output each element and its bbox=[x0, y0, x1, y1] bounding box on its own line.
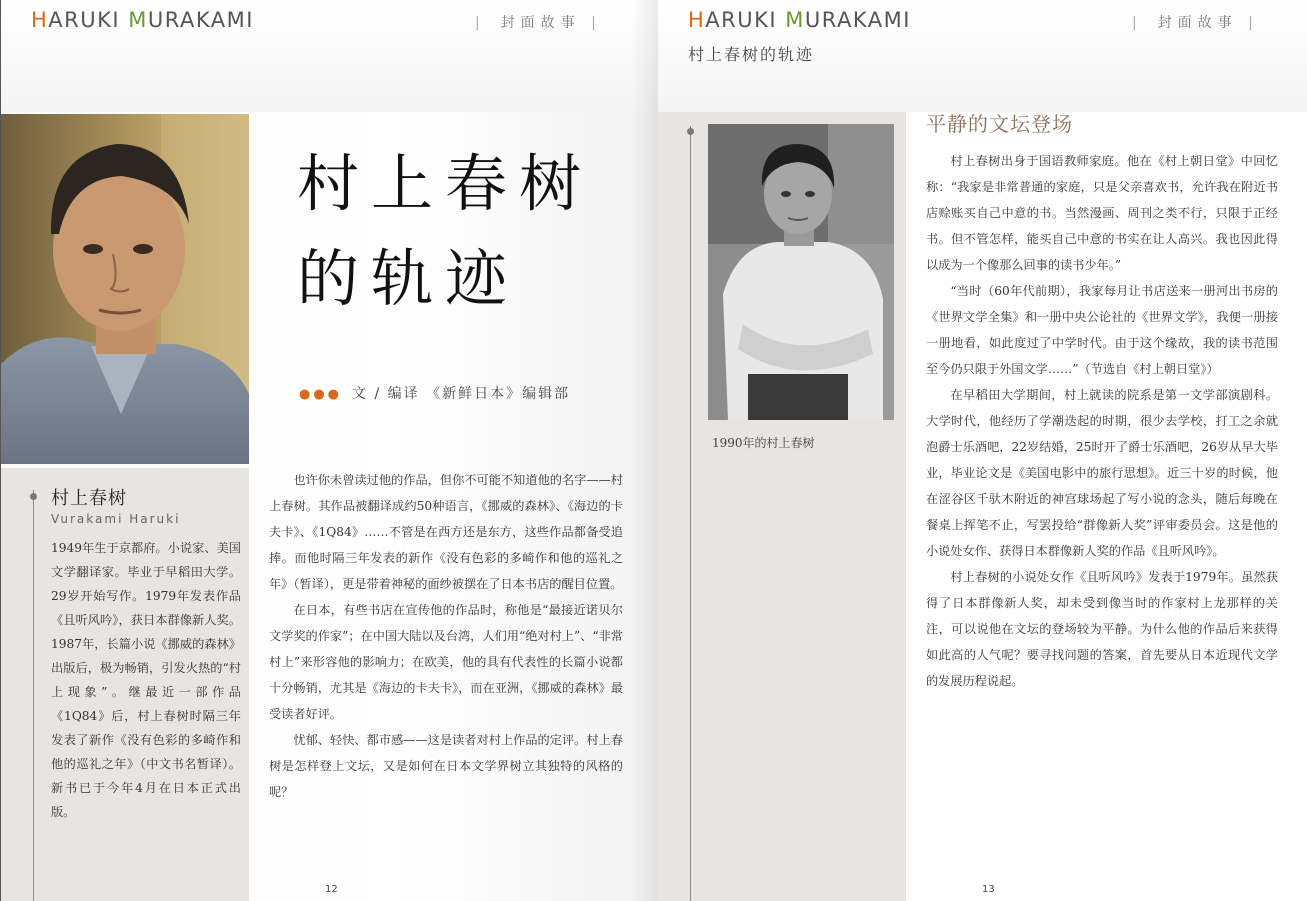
article-title: 村上春树 的轨迹 bbox=[297, 147, 594, 315]
brand-logo: HARUKI MURAKAMI bbox=[31, 8, 254, 32]
portrait-photo bbox=[1, 114, 249, 464]
paragraph: 在日本，有些书店在宣传他的作品时，称他是“最接近诺贝尔文学奖的作家”；在中国大陆以及台湾，人们用“绝对村上”、“非常村上”来形容他的影响力；在欧美，他的具有代表性的长篇小说都十分畅销，尤其是《海边的卡夫卡》，而在亚洲，《挪威的森林》最受读者好评。 bbox=[269, 603, 623, 721]
bio-english-name: Vurakami Haruki bbox=[51, 512, 181, 526]
section-heading: 平静的文坛登场 bbox=[926, 112, 1073, 136]
page-number: 12 bbox=[325, 884, 338, 895]
credit-dots-icon: ●●● bbox=[299, 387, 343, 402]
photo-caption: 1990年的村上春树 bbox=[712, 436, 815, 450]
bio-name: 村上春树 bbox=[51, 488, 127, 509]
timeline-dot bbox=[30, 493, 37, 500]
spine-shadow bbox=[631, 0, 658, 901]
paragraph: 村上春树的小说处女作《且听风吟》发表于1979年。虽然获得了日本群像新人奖，却未受到像当时的作家村上龙那样的关注，可以说他在文坛的登场较为平静。为什么他的作品后来获得如此高的人气呢？要寻找问题的答案，首先要从日本近现代文学的发展历程说起。 bbox=[926, 570, 1278, 688]
article-body bbox=[926, 148, 1278, 694]
timeline-dot bbox=[687, 128, 694, 135]
running-subtitle: 村上春树的轨迹 bbox=[688, 45, 815, 64]
bw-photo bbox=[708, 124, 894, 420]
paragraph: 也许你未曾读过他的作品，但你不可能不知道他的名字——村上春树。其作品被翻译成约50种语言，《挪威的森林》、《海边的卡夫卡》、《1Q84》……不管是在西方还是东方，这些作品都备受追捧。而他时隔三年发表的新作《没有色彩的多崎作和他的巡礼之年》（暂译），更是带着神秘的面纱被摆在了日本书店的醒目位置。 bbox=[269, 473, 623, 591]
section-tag: | 封面故事 | bbox=[1132, 15, 1253, 31]
timeline-line bbox=[690, 126, 691, 901]
page-number: 13 bbox=[982, 884, 995, 895]
brand-logo: HARUKI MURAKAMI bbox=[688, 8, 911, 32]
paragraph: 村上春树出身于国语教师家庭。他在《村上朝日堂》中回忆称：“我家是非常普通的家庭，只是父亲喜欢书，允许我在附近书店赊账买自己中意的书。当然漫画、周刊之类不行，只限于正经书。但不管怎样，能买自己中意的书实在让人高兴。我也因此得以成为一个像那么回事的读书少年。” bbox=[926, 154, 1278, 272]
timeline-line bbox=[33, 490, 34, 901]
bio-text: 1949年生于京都府。小说家、美国文学翻译家。毕业于早稻田大学。29岁开始写作。1979年发表作品《且听风吟》，获日本群像新人奖。1987年，长篇小说《挪威的森林》出版后，极为畅销，引发火热的“村上现象”。继最近一部作品《1Q84》后，村上春树时隔三年发表了新作《没有色彩的多崎作和他的巡礼之年》（中文书名暂译）。新书已于今年4月在日本正式出版。 bbox=[51, 541, 241, 819]
section-tag: | 封面故事 | bbox=[475, 15, 596, 31]
author-credit: ●●● 文 / 编译 《新鲜日本》编辑部 bbox=[299, 386, 571, 402]
right-page bbox=[658, 0, 1307, 901]
paragraph: “当时（60年代前期），我家每月让书店送来一册河出书房的《世界文学全集》和一册中央公论社的《世界文学》，我便一册接一册地看，如此度过了中学时代。由于这个缘故，我的读书范围至今仍只限于外国文学……”（节选自《村上朝日堂》） bbox=[926, 284, 1278, 376]
paragraph: 在早稻田大学期间，村上就读的院系是第一文学部演剧科。大学时代，他经历了学潮迭起的时期，很少去学校，打工之余就泡爵士乐酒吧，22岁结婚，25时开了爵士乐酒吧，26岁从早大毕业，毕业论文是《美国电影中的旅行思想》。近三十岁的时候，他在涩谷区千驮木附近的神宫球场起了写小说的念头，随后每晚在餐桌上挥笔不止，写罢投给“群像新人奖”评审委员会。这是他的小说处女作、获得日本群像新人奖的作品《且听风吟》。 bbox=[926, 388, 1278, 558]
intro-body bbox=[269, 467, 623, 805]
paragraph: 忧郁、轻快、都市感——这是读者对村上作品的定评。村上春树是怎样登上文坛，又是如何在日本文学界树立其独特的风格的呢？ bbox=[269, 733, 623, 799]
